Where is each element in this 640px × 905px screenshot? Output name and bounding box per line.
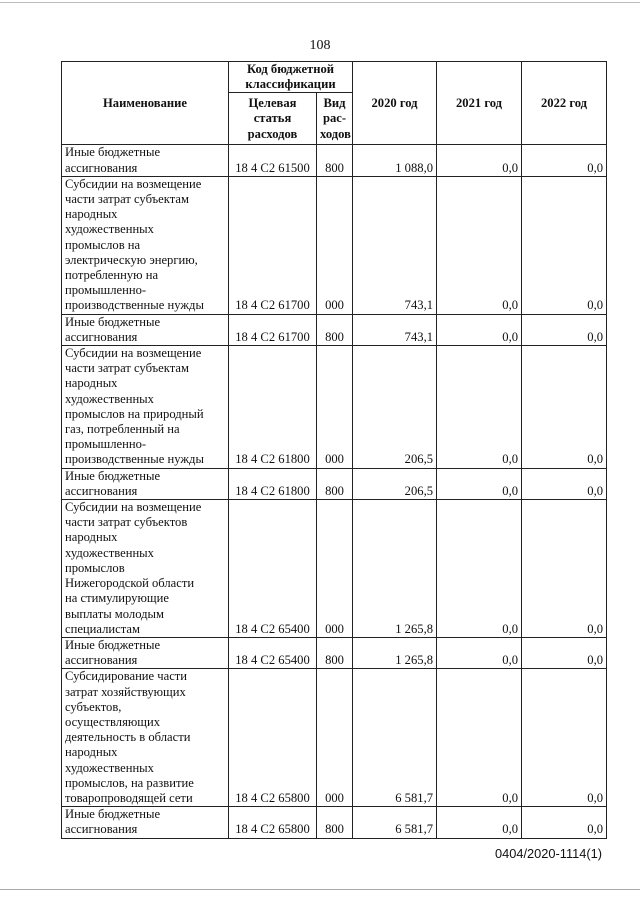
header-2020: 2020 год	[353, 62, 437, 145]
row-2021-cell: 0,0	[437, 145, 522, 176]
row-expense-type-cell: 800	[317, 637, 353, 668]
row-2021-cell: 0,0	[437, 807, 522, 838]
row-2022-cell: 0,0	[522, 468, 607, 499]
row-2021-cell: 0,0	[437, 314, 522, 345]
row-expense-type-cell: 000	[317, 500, 353, 638]
row-2020-cell: 6 581,7	[353, 669, 437, 807]
table-row	[62, 145, 607, 176]
row-target-article-cell: 18 4 С2 61700	[229, 314, 317, 345]
row-name-cell: Иные бюджетные ассигнования	[62, 637, 229, 668]
row-expense-type-cell: 800	[317, 807, 353, 838]
row-target-article-cell: 18 4 С2 65800	[229, 669, 317, 807]
bottom-scan-rule	[0, 889, 640, 890]
row-expense-type-cell: 000	[317, 346, 353, 469]
row-target-article-cell: 18 4 С2 65400	[229, 637, 317, 668]
row-2020-cell: 206,5	[353, 468, 437, 499]
row-2021-cell: 0,0	[437, 637, 522, 668]
row-name-cell: Иные бюджетные ассигнования	[62, 314, 229, 345]
row-target-article-cell: 18 4 С2 61500	[229, 145, 317, 176]
row-2022-cell: 0,0	[522, 807, 607, 838]
row-2020-cell: 1 265,8	[353, 637, 437, 668]
header-name: Наименование	[62, 62, 229, 145]
header-2022: 2022 год	[522, 62, 607, 145]
row-name-cell: Субсидирование части затрат хозяйствующих субъектов, осуществляющих деятельность в области народных художественных промыслов, на развитие товаропроводящей сети	[62, 669, 229, 807]
row-expense-type-cell: 000	[317, 669, 353, 807]
row-expense-type-cell: 000	[317, 176, 353, 314]
row-name-cell: Субсидии на возмещение части затрат субъектам народных художественных промыслов на электрическую энергию, потребленную на промышленно- производственные нужды	[62, 176, 229, 314]
row-2021-cell: 0,0	[437, 669, 522, 807]
row-expense-type-cell: 800	[317, 145, 353, 176]
table-row	[62, 500, 607, 638]
row-target-article-cell: 18 4 С2 65400	[229, 500, 317, 638]
row-2022-cell: 0,0	[522, 346, 607, 469]
row-2022-cell: 0,0	[522, 314, 607, 345]
row-2022-cell: 0,0	[522, 669, 607, 807]
row-2022-cell: 0,0	[522, 500, 607, 638]
row-target-article-cell: 18 4 С2 65800	[229, 807, 317, 838]
row-2021-cell: 0,0	[437, 176, 522, 314]
header-budget-code: Код бюджетной классификации	[229, 62, 353, 93]
row-2020-cell: 1 088,0	[353, 145, 437, 176]
budget-table	[61, 61, 607, 839]
row-target-article-cell: 18 4 С2 61800	[229, 346, 317, 469]
row-2020-cell: 743,1	[353, 314, 437, 345]
row-expense-type-cell: 800	[317, 314, 353, 345]
row-name-cell: Иные бюджетные ассигнования	[62, 807, 229, 838]
table-row	[62, 468, 607, 499]
header-target-article: Целевая статья расходов	[229, 93, 317, 145]
table-row	[62, 807, 607, 838]
page-number: 108	[309, 38, 331, 53]
row-2020-cell: 206,5	[353, 346, 437, 469]
row-2022-cell: 0,0	[522, 145, 607, 176]
row-name-cell: Субсидии на возмещение части затрат субъектам народных художественных промыслов на природный газ, потребленный на промышленно- производственные нужды	[62, 346, 229, 469]
row-name-cell: Иные бюджетные ассигнования	[62, 145, 229, 176]
table-row	[62, 176, 607, 314]
row-2021-cell: 0,0	[437, 468, 522, 499]
row-name-cell: Субсидии на возмещение части затрат субъектов народных художественных промыслов Нижегородской области на стимулирующие выплаты молодым специалистам	[62, 500, 229, 638]
row-name-cell: Иные бюджетные ассигнования	[62, 468, 229, 499]
row-2021-cell: 0,0	[437, 346, 522, 469]
row-2020-cell: 1 265,8	[353, 500, 437, 638]
row-target-article-cell: 18 4 С2 61800	[229, 468, 317, 499]
row-2021-cell: 0,0	[437, 500, 522, 638]
top-scan-rule	[0, 2, 640, 3]
document-id: 0404/2020-1114(1)	[495, 846, 602, 861]
row-2020-cell: 743,1	[353, 176, 437, 314]
row-target-article-cell: 18 4 С2 61700	[229, 176, 317, 314]
row-expense-type-cell: 800	[317, 468, 353, 499]
table-row	[62, 314, 607, 345]
header-2021: 2021 год	[437, 62, 522, 145]
row-2020-cell: 6 581,7	[353, 807, 437, 838]
header-expense-type: Вид рас- ходов	[317, 93, 353, 145]
table-row	[62, 637, 607, 668]
table-row	[62, 346, 607, 469]
row-2022-cell: 0,0	[522, 637, 607, 668]
row-2022-cell: 0,0	[522, 176, 607, 314]
table-row	[62, 669, 607, 807]
